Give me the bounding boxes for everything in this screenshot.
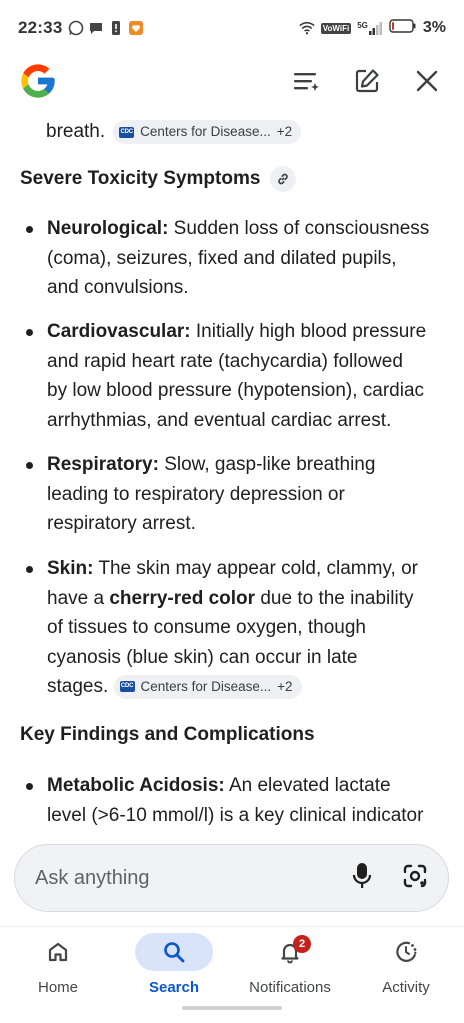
nav-label: Activity bbox=[382, 979, 430, 996]
nav-activity[interactable] bbox=[348, 927, 464, 1007]
close-icon[interactable] bbox=[412, 66, 442, 96]
ask-input-placeholder[interactable]: Ask anything bbox=[35, 866, 150, 889]
home-icon bbox=[19, 933, 97, 971]
bullet-text: Initially high blood pressure bbox=[190, 321, 427, 342]
bullet-text: level (>6-10 mmol/l) is a key clinical indicator bbox=[47, 804, 424, 826]
alert-icon bbox=[108, 20, 124, 36]
bell-icon bbox=[251, 933, 329, 971]
bullet-text: due to the inability bbox=[255, 587, 414, 609]
source-chip[interactable] bbox=[113, 120, 301, 144]
bullet-term: Skin: bbox=[47, 558, 94, 579]
bullet-term: Neurological: bbox=[47, 218, 169, 239]
section-title: Severe Toxicity Symptoms bbox=[20, 168, 261, 189]
microphone-icon[interactable] bbox=[352, 862, 372, 895]
notification-icons bbox=[68, 20, 144, 36]
bullet-text: An elevated lactate bbox=[224, 775, 391, 796]
bullet-text: Sudden loss of consciousness bbox=[168, 218, 430, 239]
source-chip-label: Centers for Disease... bbox=[140, 124, 271, 139]
ask-input-bar[interactable] bbox=[14, 844, 449, 912]
bullet-term: Metabolic Acidosis: bbox=[47, 775, 225, 796]
vowifi-badge: VoWiFi bbox=[322, 23, 350, 33]
section-heading-severe-toxicity bbox=[20, 166, 296, 192]
app-heart-icon bbox=[128, 20, 144, 36]
whatsapp-icon bbox=[68, 20, 84, 36]
bullet-text: by low blood pressure (hypotension), cardiac bbox=[47, 380, 425, 401]
bullet-emphasis: cherry-red color bbox=[109, 587, 256, 609]
status-time: 22:33 bbox=[18, 18, 63, 37]
bullet-text: and convulsions. bbox=[47, 277, 189, 298]
bullet-text: arrhythmias, and eventual cardiac arrest. bbox=[47, 409, 392, 431]
signal-icon bbox=[357, 21, 383, 35]
section-heading-key-findings bbox=[20, 724, 315, 746]
edit-icon[interactable] bbox=[352, 66, 382, 96]
system-status bbox=[299, 18, 446, 39]
source-chip-label: Centers for Disease... bbox=[140, 679, 272, 695]
battery-percent: 3% bbox=[422, 19, 446, 36]
bullet-text: leading to respiratory depression or bbox=[47, 483, 345, 505]
bullet-text: The skin may appear cold, clammy, or bbox=[93, 558, 418, 579]
nav-search[interactable] bbox=[116, 927, 232, 1007]
bullet-term: Cardiovascular: bbox=[47, 321, 191, 342]
ask-actions bbox=[352, 862, 428, 895]
bullet-text: (coma), seizures, fixed and dilated pupils, bbox=[47, 247, 397, 269]
nav-label: Notifications bbox=[249, 979, 331, 996]
nav-home[interactable] bbox=[0, 927, 116, 1007]
source-chip-more: +2 bbox=[277, 679, 293, 695]
fragment-text: breath. bbox=[46, 121, 106, 142]
chat-icon bbox=[88, 20, 104, 36]
top-app-bar bbox=[0, 56, 464, 106]
bullet-term: Respiratory: bbox=[47, 454, 159, 475]
previous-paragraph-end bbox=[46, 118, 301, 146]
list-item bbox=[0, 450, 464, 539]
link-icon[interactable] bbox=[270, 166, 296, 192]
list-item bbox=[0, 317, 464, 435]
bullet-text: respiratory arrest. bbox=[47, 513, 196, 534]
ai-answer-content bbox=[0, 108, 464, 843]
wifi-icon bbox=[299, 20, 315, 36]
activity-icon bbox=[367, 933, 445, 971]
battery-icon bbox=[389, 18, 417, 39]
source-chip[interactable] bbox=[114, 675, 302, 699]
bullet-text: cyanosis (blue skin) can occur in late bbox=[47, 646, 358, 668]
bullet-text: have a bbox=[47, 587, 110, 609]
filter-sparkle-icon[interactable] bbox=[292, 66, 322, 96]
google-g-logo bbox=[18, 61, 58, 101]
bullet-text: and rapid heart rate (tachycardia) followed bbox=[47, 350, 403, 372]
signal-label: 5G bbox=[357, 21, 368, 30]
cdc-logo-icon: CDC bbox=[119, 127, 134, 138]
bullet-text: Slow, gasp-like breathing bbox=[158, 454, 376, 475]
nav-label: Search bbox=[148, 979, 200, 996]
section-title: Key Findings and Complications bbox=[20, 724, 315, 745]
cdc-logo-icon: CDC bbox=[120, 681, 135, 692]
notification-badge: 2 bbox=[293, 935, 311, 953]
list-item bbox=[0, 214, 464, 303]
gesture-bar bbox=[182, 1006, 282, 1010]
lens-camera-icon[interactable] bbox=[402, 863, 428, 894]
nav-label: Home bbox=[37, 979, 78, 996]
appbar-actions bbox=[292, 66, 446, 96]
list-item bbox=[0, 554, 464, 702]
source-chip-more: +2 bbox=[276, 124, 293, 139]
bullet-text: stages. bbox=[47, 676, 109, 697]
nav-notifications[interactable] bbox=[232, 927, 348, 1007]
list-item bbox=[0, 771, 464, 830]
search-icon bbox=[135, 933, 213, 971]
bullet-text: of tissues to consume oxygen, though bbox=[47, 617, 366, 638]
status-bar bbox=[0, 0, 464, 56]
